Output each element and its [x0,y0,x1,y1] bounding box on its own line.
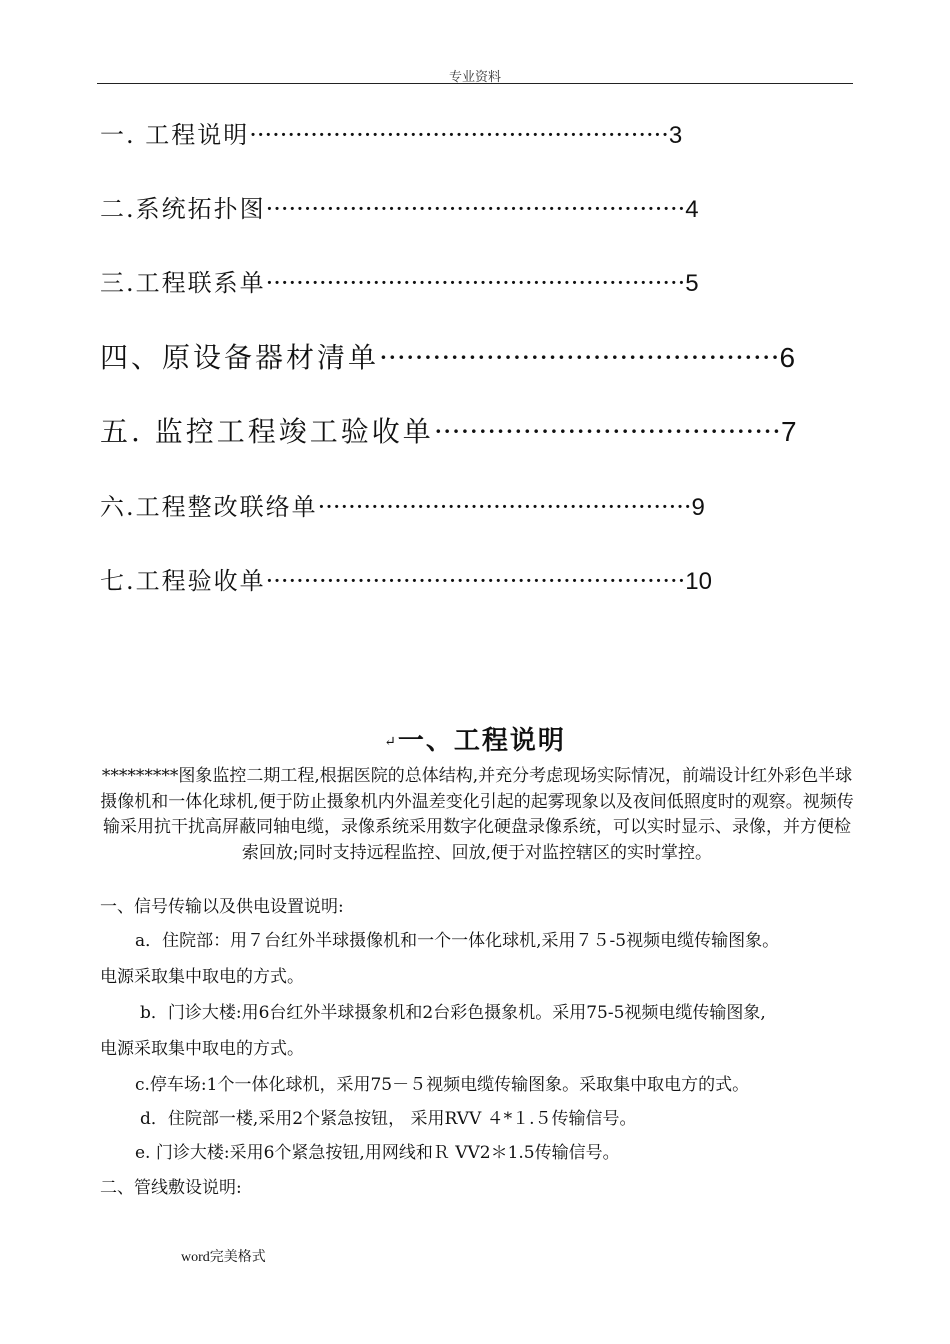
item-c: c.停车场:1个一体化球机，采用75－５视频电缆传输图象。采取集中取电方的式。 [135,1075,750,1095]
toc-entry[interactable] [100,336,795,376]
toc-leader: ······················································· [249,121,669,149]
toc-page: 9 [691,494,705,521]
item-a-line-1: a．住院部：用７台红外半球摄像机和一个一体化球机,采用７５-5视频电缆传输图象。 [135,931,780,951]
item-b-line-2: 电源采取集中取电的方式。 [100,1039,304,1059]
toc-page: 7 [780,416,797,447]
intro-paragraph: *********图象监控二期工程,根据医院的总体结构,并充分考虑现场实际情况，前端设计红外彩色半球摄像机和一体化球机,便于防止摄象机内外温差变化引起的起雾现象以及夜间低照度时的观察。视频传输采用抗干扰高屏蔽同轴电缆，录像系统采用数字化硬盘录像系统，可以实时显示、录像，并方便检索回放;同时支持远程监控、回放,便于对监控辖区的实时掌控。 [100,766,854,863]
item-e: e. 门诊大楼:采用6个紧急按钮,用网线和Ｒ VV2＊1.5传输信号。 [135,1143,620,1163]
toc-label: 三.工程联系单 [100,269,266,297]
toc-leader: ············································· [379,341,780,374]
header-rule [97,83,853,84]
page-header: 专业资料 [448,70,501,85]
toc-label: 二.系统拓扑图 [100,195,266,223]
toc-leader: ················································· [317,493,692,521]
toc-entry[interactable] [100,263,699,298]
section-title-text: 一、工程说明 [397,726,566,756]
toc-entry[interactable] [100,189,699,224]
toc-page: 10 [685,568,712,595]
item-b-line-1: b．门诊大楼:用6台红外半球摄象机和2台彩色摄象机。采用75-5视频电缆传输图象, [140,1003,766,1023]
toc-entry[interactable] [100,410,797,450]
toc-label: 五. 监控工程竣工验收单 [100,415,434,448]
toc-page: 6 [779,342,796,373]
item-d: d．住院部一楼,采用2个紧急按钮， 采用RVV ４*１.５传输信号。 [140,1109,637,1129]
toc-leader: ······································· [433,415,781,448]
toc-entry[interactable] [100,115,682,150]
toc-page: 3 [668,122,683,149]
toc-entry[interactable] [100,487,705,522]
toc-page: 4 [685,196,699,223]
toc-page: 5 [685,270,699,297]
toc-label: 四、原设备器材清单 [100,341,380,374]
toc-leader: ······················································· [265,567,686,595]
paragraph-mark-icon: ↵ [384,734,398,750]
toc-label: 六.工程整改联络单 [100,493,318,521]
signal-heading: 一、信号传输以及供电设置说明: [100,897,344,917]
toc-entry[interactable] [100,561,712,596]
section-title [0,720,950,757]
toc-leader: ······················································· [265,269,686,297]
toc-label: 七.工程验收单 [100,567,266,595]
page-footer: word完美格式 [181,1250,266,1265]
pipe-heading: 二、管线敷设说明: [100,1178,242,1198]
toc-leader: ······················································· [265,195,686,223]
toc-label: 一. 工程说明 [100,121,250,149]
item-a-line-2: 电源采取集中取电的方式。 [100,967,304,987]
